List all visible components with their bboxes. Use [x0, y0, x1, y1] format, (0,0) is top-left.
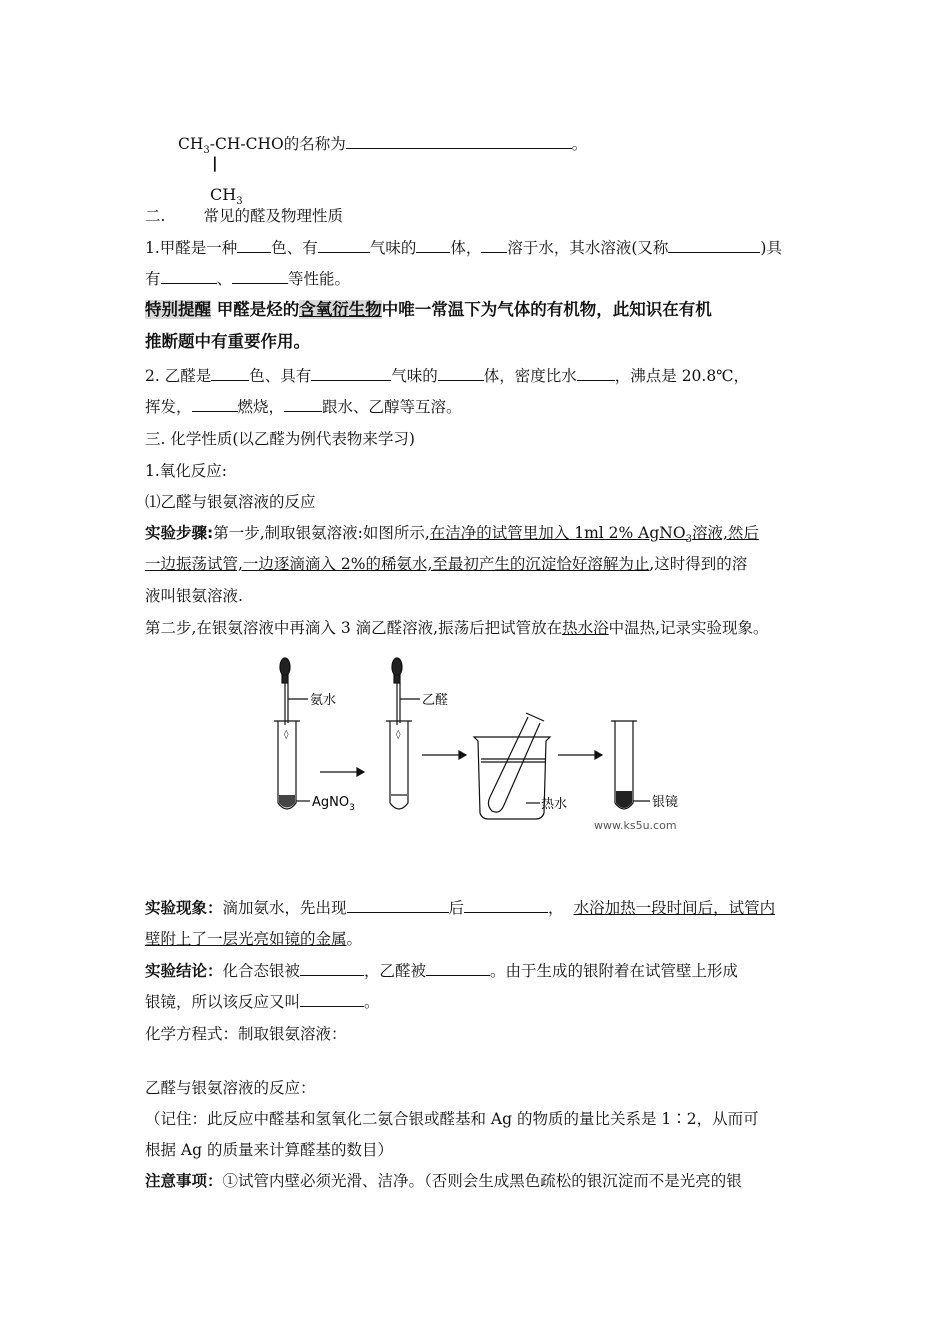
steps-label: 实验步骤:	[145, 524, 214, 542]
steps-line3: 液叫银氨溶液.	[145, 587, 243, 605]
phenomenon-line1: 实验现象：滴加氨水，先出现 后 ， 水浴加热一段时间后，试管内	[145, 899, 776, 917]
blank[interactable]	[192, 396, 238, 412]
note-label: 特别提醒	[145, 300, 211, 319]
branch-bond: |	[212, 154, 218, 172]
silver-reaction-heading: ⑴乙醛与银氨溶液的反应	[145, 493, 316, 511]
arrow-1	[320, 768, 364, 776]
phenomenon-label: 实验现象：	[145, 899, 223, 917]
blank[interactable]	[284, 396, 322, 412]
test-tube-1	[274, 721, 310, 809]
experiment-figure	[262, 655, 702, 840]
blank[interactable]	[464, 897, 548, 913]
section2-heading: 二. 常见的醛及物理性质	[145, 207, 343, 225]
answer-blank[interactable]	[346, 133, 572, 149]
equation-line2: 乙醛与银氨溶液的反应：	[145, 1079, 316, 1097]
remember-line1: （记住：此反应中醛基和氢氧化二氨合银或醛基和 Ag 的物质的量比关系是 1∶2，从而可	[145, 1110, 759, 1128]
blank[interactable]	[161, 268, 217, 284]
remember-line2: 根据 Ag 的质量来计算醛基的数目）	[145, 1141, 393, 1159]
arrow-2	[422, 751, 466, 759]
formula-text: $CH_3-CH$-CHO	[178, 135, 284, 157]
label-ammonia: 氨水	[310, 693, 337, 708]
experiment-diagram	[262, 655, 702, 840]
steps-line2: 一边振荡试管,一边逐滴滴入 2%的稀氨水,至最初产生的沉淀恰好溶解为止,这时得到的溶	[145, 555, 748, 573]
acetaldehyde-line1: 2. 乙醛是 色、具有 气味的 体，密度比水 ，沸点是 20.8℃，	[145, 367, 750, 385]
blank[interactable]	[318, 237, 370, 253]
naming-question: $CH_3-CH$-CHO的名称为 。	[178, 135, 588, 157]
blank[interactable]	[232, 268, 288, 284]
test-tube-4	[611, 721, 650, 809]
name-label: 的名称为	[283, 135, 346, 153]
blank[interactable]	[426, 960, 490, 976]
conclusion-line2: 银镜，所以该反应又叫 。	[145, 993, 380, 1011]
dropper-acetaldehyde	[392, 658, 420, 725]
equation-line1: 化学方程式：制取银氨溶液：	[145, 1025, 347, 1043]
blank[interactable]	[416, 237, 450, 253]
oxidation-heading: 1.氧化反应:	[145, 462, 228, 480]
label-silver-mirror: 银镜	[652, 795, 679, 810]
watermark: www.ks5u.com	[594, 819, 677, 832]
formaldehyde-line2: 有 、 等性能。	[145, 270, 351, 288]
branch-methyl: $CH_3$	[210, 185, 243, 208]
test-tube-2	[386, 721, 412, 809]
formaldehyde-line1: 1.甲醛是一种 色、有 气味的 体， 溶于水，其水溶液(又称 )具	[145, 239, 782, 257]
phenomenon-line2: 壁附上了一层光亮如镜的金属。	[145, 930, 363, 948]
dropper-ammonia	[280, 658, 308, 725]
special-note-line1: 特别提醒 甲醛是烃的含氧衍生物中唯一常温下为气体的有机物，此知识在有机	[145, 300, 712, 319]
caution-label: 注意事项：	[145, 1172, 223, 1190]
steps-line1: 实验步骤:第一步,制取银氨溶液:如图所示,在洁净的试管里加入 1ml 2% AgNO$_3$溶液,然后	[145, 524, 759, 546]
blank[interactable]	[668, 237, 760, 253]
label-hot-water: 热水	[541, 797, 568, 812]
blank[interactable]	[211, 365, 249, 381]
arrow-3	[558, 751, 602, 759]
blank[interactable]	[237, 237, 271, 253]
blank[interactable]	[577, 365, 615, 381]
blank[interactable]	[438, 365, 484, 381]
blank[interactable]	[300, 960, 364, 976]
label-acetaldehyde: 乙醛	[422, 693, 449, 708]
section3-heading: 三. 化学性质(以乙醛为例代表物来学习)	[145, 430, 415, 448]
blank[interactable]	[300, 991, 364, 1007]
steps-line4: 第二步,在银氨溶液中再滴入 3 滴乙醛溶液,振荡后把试管放在热水浴中温热,记录实验现象。	[145, 619, 769, 637]
blank[interactable]	[311, 365, 391, 381]
acetaldehyde-line2: 挥发， 燃烧， 跟水、乙醇等互溶。	[145, 398, 462, 416]
label-agno3: AgNO$_3$	[312, 795, 355, 813]
conclusion-label: 实验结论：	[145, 962, 223, 980]
special-note-line2: 推断题中有重要作用。	[145, 332, 310, 351]
blank[interactable]	[481, 237, 507, 253]
svg-text:◊: ◊	[284, 730, 289, 740]
svg-text:◊: ◊	[396, 730, 401, 740]
blank[interactable]	[347, 897, 449, 913]
conclusion-line1: 实验结论：化合态银被 ，乙醛被 。由于生成的银附着在试管壁上形成	[145, 962, 739, 980]
caution-line1: 注意事项：①试管内壁必须光滑、洁净。（否则会生成黑色疏松的银沉淀而不是光亮的银	[145, 1172, 742, 1190]
